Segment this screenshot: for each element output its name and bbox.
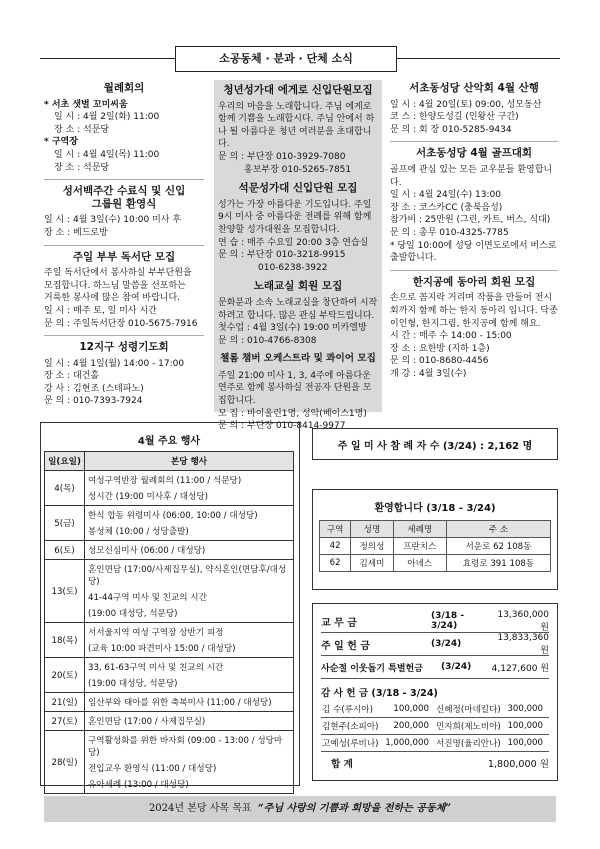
welcome-head: 구역 [320, 521, 351, 538]
gift-cell: 100,000 [382, 701, 435, 718]
golf-course: 장 소 : 코스카CC (충북음성) [390, 202, 503, 213]
couple-date: 일 시 : 매주 토, 일 미사 시간 [44, 305, 157, 316]
gift-table [321, 701, 549, 752]
art-contact: 문 의 : 010-8680-4456 [390, 356, 489, 367]
welcome-table [319, 520, 551, 572]
events-head-date: 일(요일) [45, 452, 85, 471]
event-line: 33, 61-63구역 미사 및 친교의 시간 [88, 663, 224, 673]
monthly-group2: * 구역장 [44, 137, 78, 148]
event-date: 13(토) [45, 560, 85, 623]
offering-amount: 13,833,360 원 [497, 632, 549, 656]
welcome-cell: 정의성 [351, 538, 393, 555]
golf-date: 일 시 : 4월 24일(수) 13:00 [390, 190, 501, 201]
gift-cell: 민지희(제노비아) [435, 718, 505, 735]
event-line: (교육 10:00 파견미사 15:00 / 대성당) [88, 644, 236, 654]
bible-title: 성서백주간 수료식 및 신입 그룹원 환영식 [62, 185, 186, 210]
event-line: 구역활성화를 위한 바자회 (09:00 - 13:00 / 성당마당) [88, 736, 283, 758]
chamber-body: 주일 21:00 미사 1, 3, 4주에 아름다운 연주로 함께 봉사하실 전공자 단원을 모집합니다. [218, 370, 372, 407]
art-body: 손으로 꼼지락 거리며 작품을 만들어 전시회까지 함께 하는 한지 동아리 입니다. 닥종이인형, 한지그림, 한지공예 함께 해요. [390, 293, 558, 329]
art-title: 한지공예 동아리 회원 모집 [412, 275, 536, 288]
event-cell [85, 506, 294, 541]
welcome-cell: 효령로 391 108동 [446, 555, 550, 572]
table-row [45, 471, 294, 506]
event-cell [85, 623, 294, 658]
choir-contact2: 010-6238-3922 [258, 262, 328, 273]
couple-title: 주일 부부 독서단 모집 [72, 250, 176, 263]
welcome-title: 환영합니다 (3/18 - 3/24) [374, 503, 496, 514]
event-line: 한식 합동 위령미사 (06:00, 10:00 / 대성당) [88, 511, 258, 521]
offering-row [321, 656, 549, 679]
monthly-group2-place: 장 소 : 석문당 [54, 162, 110, 173]
welcome-cell: 서운로 62 108동 [446, 538, 550, 555]
monthly-group1-place: 장 소 : 석문당 [54, 124, 110, 135]
bible-place: 장 소 : 베드로방 [44, 227, 108, 238]
gift-cell: 100,000 [505, 735, 549, 752]
art-start: 개 강 : 4월 3일(수) [390, 368, 467, 379]
event-date: 20(토) [45, 658, 85, 693]
choir-body: 성가는 가장 아름다운 기도입니다. 주일 9시 미사 중 아름다운 전례를 위해 함께 찬양할 성가대원을 모집합니다. [218, 199, 372, 235]
choir-contact1: 문 의 : 부단장 010-3218-9915 [218, 250, 346, 261]
offering-name: 교 무 금 [321, 617, 357, 629]
welcome-box [312, 489, 558, 590]
welcome-cell: 아녜스 [393, 555, 446, 572]
district-date: 일 시 : 4월 1일(월) 14:00 - 17:00 [44, 358, 185, 369]
table-row [320, 555, 551, 572]
divider [390, 270, 558, 271]
events-head-event: 본당 행사 [85, 452, 294, 471]
couple-line3: 거룩한 봉사에 많은 참여 바랍니다. [44, 293, 181, 304]
art-time: 시 간 : 매주 수 14:00 - 15:00 [390, 331, 512, 342]
event-cell [85, 541, 294, 560]
table-row [321, 735, 549, 752]
hike-date: 일 시 : 4월 20일(토) 09:00, 성모동산 [390, 99, 542, 110]
golf-note: * 당일 10:00에 성당 이면도로에서 버스로 출발합니다. [390, 240, 557, 264]
couple-line1: 주일 독서단에서 봉사하실 부부단원을 [44, 268, 192, 279]
column-middle [214, 80, 382, 432]
divider [44, 335, 204, 336]
event-line: 유아세례 (13:00 / 대성당) [88, 780, 189, 790]
monthly-group1: * 서초 샛별 꼬미씨움 [44, 99, 128, 110]
event-date: 21(일) [45, 693, 85, 712]
bible-date: 일 시 : 4월 3일(수) 10:00 미사 후 [44, 215, 182, 226]
gift-cell: 고예성(루비나) [321, 735, 382, 752]
gift-cell: 300,000 [505, 701, 549, 718]
event-line: 여성구역반장 월례회의 (11:00 / 석문당) [88, 476, 242, 486]
event-cell [85, 560, 294, 623]
gift-cell: 서진명(율리안나) [435, 735, 505, 752]
offering-box [312, 603, 558, 781]
gift-cell: 100,000 [505, 718, 549, 735]
event-line: 전입교우 환영식 (11:00 / 대성당) [88, 764, 217, 774]
table-row [45, 560, 294, 623]
table-row [45, 693, 294, 712]
event-date: 5(금) [45, 506, 85, 541]
event-cell [85, 731, 294, 794]
gift-cell: 200,000 [382, 718, 435, 735]
event-line: 혼인면담 (17:00 / 사제집무실) [88, 717, 206, 727]
offering-name: 주 일 헌 금 [321, 640, 371, 652]
welcome-cell: 김세미 [351, 555, 393, 572]
offering-amount: 4,127,600 원 [491, 663, 549, 674]
event-line: (19:00 대성당, 석문당) [88, 609, 178, 619]
gift-cell: 신혜정(마네킬다) [435, 701, 505, 718]
hike-title: 서초동성당 산악회 4월 산행 [409, 82, 539, 94]
table-row [45, 506, 294, 541]
event-date: 18(목) [45, 623, 85, 658]
event-line: 서서울지역 여성 구역장 상반기 피정 [88, 628, 224, 638]
table-row [321, 701, 549, 718]
youth-body: 우리의 마음을 노래합니다. 주님 에게로 함께 기쁨을 노래합시다. 주님 안에서 하나 될 아름다운 청년 여러분을 초대합니다. [218, 101, 375, 150]
gift-title: 감 사 헌 금 (3/18 - 3/24) [321, 688, 438, 699]
column-right [390, 80, 558, 380]
welcome-head: 주 소 [446, 521, 550, 538]
gift-cell: 1,000,000 [382, 735, 435, 752]
total-row [321, 756, 549, 770]
hike-course: 코 스 : 한양도성길 (인왕산 구간) [390, 112, 519, 123]
choir-practice: 연 습 : 매주 수요일 20:00 3층 연습실 [218, 237, 369, 248]
golf-title: 서초동성당 4월 골프대회 [415, 147, 533, 160]
welcome-cell: 62 [320, 555, 351, 572]
event-line: (19:00 대성당, 석문당) [88, 679, 178, 689]
event-line: 성모신심미사 (06:00 / 대성당) [88, 546, 206, 556]
youth-title: 청년성가대 에게로 신입단원모집 [223, 84, 373, 96]
table-row [45, 541, 294, 560]
table-row [45, 712, 294, 731]
table-row [45, 731, 294, 794]
gift-cell: 김 수(루시아) [321, 701, 382, 718]
offering-period: (3/18 - 3/24) [431, 611, 465, 631]
footer-banner [44, 796, 556, 822]
table-row [321, 718, 549, 735]
event-line: 혼인면담 (17:00/사제집무실), 약식혼인(면담후/대성당) [88, 565, 287, 587]
total-amount: 1,800,000 원 [487, 759, 549, 770]
youth-contact1: 문 의 : 부단장 010-3929-7080 [218, 151, 346, 162]
chamber-recruit: 모 집 : 바이올린1명, 성악(베이스1명) [218, 408, 367, 419]
event-cell [85, 693, 294, 712]
column-left [44, 80, 204, 408]
event-date: 4(목) [45, 471, 85, 506]
offering-amount: 13,360,000 원 [497, 609, 549, 633]
monthly-group1-date: 일 시 : 4월 2일(화) 11:00 [54, 112, 160, 123]
events-table [44, 451, 294, 794]
couple-contact: 문 의 : 주일독서단장 010-5675-7916 [44, 318, 198, 329]
event-line: 성시간 (19:00 미사후 / 대성당) [88, 492, 209, 502]
offering-name: 사순절 이웃돕기 특별헌금 [321, 663, 423, 674]
table-row [45, 623, 294, 658]
golf-body: 골프에 관심 있는 모든 교우분들 환영합니다. [390, 164, 553, 188]
district-contact: 문 의 : 010-7393-7924 [44, 396, 143, 407]
offering-period: (3/24) [441, 662, 472, 672]
monthly-title: 월례회의 [103, 82, 145, 94]
event-date: 27(토) [45, 712, 85, 731]
hike-contact: 문 의 : 회 장 010-5285-9434 [390, 124, 512, 135]
youth-contact2: 홍보부장 010-5265-7851 [244, 164, 352, 175]
event-line: 임산부와 태아를 위한 축복미사 (11:00 / 대성당) [88, 698, 272, 708]
footer-prefix: 2024년 본당 사목 목표 [148, 803, 252, 814]
golf-contact: 문 의 : 총무 010-4325-7785 [390, 227, 509, 238]
offering-row [321, 633, 549, 656]
song-title: 노래교실 회원 모집 [253, 280, 343, 293]
district-place: 장 소 : 대건홀 [44, 371, 100, 382]
events-title: 4월 주요 행사 [137, 436, 201, 447]
song-contact: 문 의 : 010-4766-8308 [218, 335, 317, 346]
event-line: 봉성체 (10:00 / 성당출발) [88, 527, 189, 537]
attendance-box: 주 일 미 사 참 례 자 수 (3/24) : 2,162 명 [312, 428, 558, 460]
offering-row [321, 610, 549, 633]
welcome-cell: 프란치스 [393, 538, 446, 555]
welcome-head: 세례명 [393, 521, 446, 538]
divider [44, 245, 204, 246]
chamber-contact: 문 의 : 부단장 010-8414-9977 [218, 421, 346, 432]
offering-period: (3/24) [431, 639, 462, 649]
choir-title: 석문성가대 신입단원 모집 [238, 182, 358, 195]
welcome-head: 성명 [351, 521, 393, 538]
footer-motto: “주님 사랑의 기쁨과 희망을 전하는 공동체” [257, 803, 452, 814]
table-row [45, 658, 294, 693]
song-first: 첫수업 : 4월 3일(수) 19:00 미카엘방 [218, 323, 367, 334]
event-date: 28(일) [45, 731, 85, 794]
table-row [320, 538, 551, 555]
chamber-title: 첼롬 챔버 오케스트라 및 콰이어 모집 [220, 353, 376, 365]
golf-fee: 참가비 : 25만원 (그린, 카트, 버스, 식대) [390, 215, 551, 226]
section-title: 소공동체 · 분과 · 단체 소식 [175, 46, 397, 72]
total-label: 합 계 [331, 759, 353, 770]
welcome-cell: 42 [320, 538, 351, 555]
song-body: 문화분과 소속 노래교실을 창단하여 시작하려고 합니다. 많은 관심 부탁드립니다. [218, 297, 378, 321]
gift-cell: 김현주(소피아) [321, 718, 382, 735]
event-cell [85, 712, 294, 731]
divider [44, 179, 204, 180]
event-line: 41-44구역 미사 및 친교의 시간 [88, 593, 207, 603]
district-lecturer: 강 사 : 김현조 (스테파노) [44, 383, 144, 394]
event-cell [85, 658, 294, 693]
district-title: 12지구 성령기도회 [79, 341, 169, 354]
couple-line2: 모집합니다. 하느님 말씀을 선포하는 [44, 280, 186, 291]
divider [390, 141, 558, 142]
art-place: 장 소 : 요한방 (지하 1층) [390, 343, 490, 354]
event-date: 6(토) [45, 541, 85, 560]
monthly-group2-date: 일 시 : 4월 4일(목) 11:00 [54, 149, 160, 160]
event-cell [85, 471, 294, 506]
